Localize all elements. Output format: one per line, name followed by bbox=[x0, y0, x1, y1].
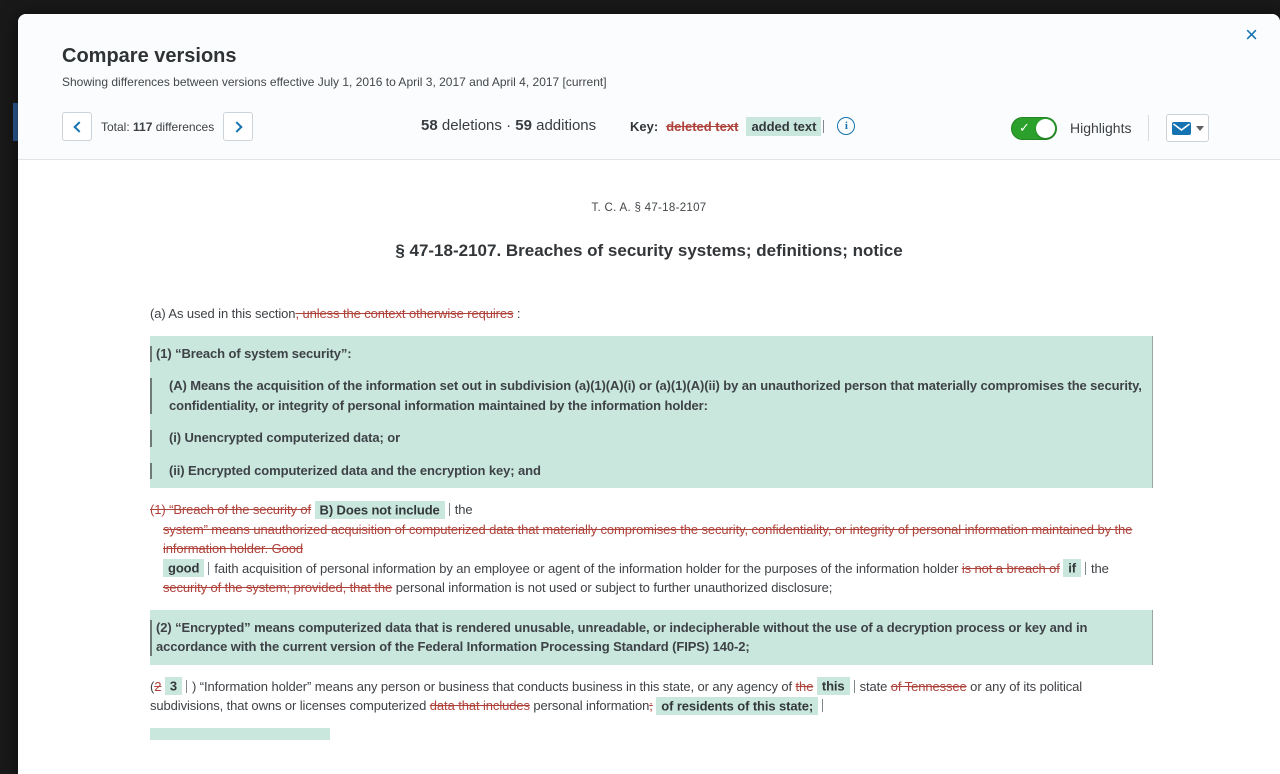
added-text: if bbox=[1063, 559, 1081, 577]
change-mark bbox=[208, 562, 209, 575]
separator-dot: · bbox=[506, 117, 512, 134]
added-block-partial-cutoff bbox=[150, 728, 330, 740]
text-run: personal information bbox=[529, 698, 650, 713]
vertical-divider bbox=[1148, 115, 1149, 141]
deletions-label: deletions bbox=[441, 117, 502, 134]
added-text: of residents of this state; bbox=[656, 697, 818, 715]
text-run bbox=[311, 502, 315, 517]
deletions-count: 58 bbox=[421, 117, 438, 134]
close-icon[interactable]: × bbox=[1245, 22, 1258, 47]
deleted-text: data that includes bbox=[429, 698, 530, 713]
change-mark bbox=[822, 699, 823, 712]
page-title: Compare versions bbox=[62, 45, 237, 67]
chevron-down-icon bbox=[1196, 126, 1204, 131]
text-run: (2) “Encrypted” means computerized data that is rendered unusable, unreadable, or indecipherable without the use of a decryption process or key and in accordance with the current version of the Federal Information Processing Standard (FIPS) 140-2; bbox=[156, 619, 1088, 654]
change-mark bbox=[1085, 562, 1086, 575]
document-title: § 47-18-2107. Breaches of security systems; definitions; notice bbox=[395, 241, 903, 260]
check-icon: ✓ bbox=[1019, 119, 1030, 135]
text-run: : bbox=[513, 306, 521, 321]
text-run: (A) Means the acquisition of the information set out in subdivision (a)(1)(A)(i) or (a)(1)(A)(ii) by an unauthorized person that materially compromises the security, confidentiality, or integrity of personal information maintained by the information holder: bbox=[169, 378, 1142, 413]
text-run: personal information is not used or subject to further unauthorized disclosure; bbox=[392, 580, 833, 595]
info-icon[interactable]: i bbox=[837, 117, 855, 135]
text-run: or any of its political subdivisions, that owns or licenses computerized bbox=[150, 678, 1083, 713]
text-run: (ii) Encrypted computerized data and the encryption key; and bbox=[169, 462, 541, 478]
added-block-breach-definition bbox=[150, 336, 1153, 489]
added-text: B) Does not include bbox=[315, 501, 445, 519]
deleted-text: ; bbox=[649, 698, 653, 713]
text-run: state bbox=[859, 678, 891, 694]
toggle-knob bbox=[1036, 119, 1055, 138]
paragraph-a bbox=[150, 304, 1153, 324]
toolbar bbox=[18, 112, 1280, 144]
paragraph bbox=[153, 344, 1142, 364]
deleted-text: security of the system; provided, that the bbox=[163, 580, 393, 595]
document-citation: T. C. A. § 47-18-2107 bbox=[591, 202, 707, 214]
text-run: (i) Unencrypted computerized data; or bbox=[169, 430, 401, 445]
deleted-text: (1) “Breach of the security of bbox=[150, 502, 312, 517]
mixed-paragraph-does-not-include bbox=[150, 500, 1153, 598]
change-mark bbox=[823, 120, 824, 133]
paragraph bbox=[153, 428, 1142, 448]
key-label: Key: bbox=[630, 118, 659, 134]
paragraph-information-holder bbox=[150, 677, 1153, 716]
deleted-text: is not a breach of bbox=[961, 560, 1060, 576]
document-area bbox=[18, 202, 1280, 740]
text-run: ( bbox=[150, 678, 155, 694]
text-run: ) “Information holder” means any person or business that conducts business in this state, or any agency of bbox=[192, 678, 796, 694]
email-delivery-button[interactable] bbox=[1166, 114, 1209, 142]
toolbar-right-group bbox=[1011, 114, 1209, 142]
total-differences-label bbox=[101, 120, 214, 134]
change-mark bbox=[449, 503, 450, 516]
added-text: good bbox=[163, 559, 204, 577]
compare-versions-modal bbox=[18, 14, 1280, 774]
paragraph bbox=[150, 677, 1153, 716]
key-legend bbox=[630, 117, 855, 135]
deleted-text: of Tennessee bbox=[890, 678, 967, 694]
key-added-wrap bbox=[746, 119, 829, 134]
paragraph bbox=[153, 461, 1142, 481]
paragraph bbox=[150, 500, 1153, 598]
text-run: faith acquisition of personal information by an employee or agent of the information holder for the purposes of the information holder bbox=[214, 560, 962, 576]
total-prefix: Total: bbox=[101, 119, 130, 134]
deleted-text: the bbox=[795, 678, 814, 694]
chevron-left-icon bbox=[73, 121, 84, 132]
total-count: 117 bbox=[133, 119, 153, 134]
total-suffix: differences bbox=[155, 119, 215, 134]
previous-difference-button[interactable] bbox=[62, 112, 92, 141]
deleted-text: system” means unauthorized acquisition of computerized data that materially compromises the security, confidentiality, or integrity of personal information maintained by the information holder. Good bbox=[163, 521, 1133, 556]
text-run: the bbox=[454, 502, 473, 517]
added-block-encrypted-definition bbox=[150, 610, 1153, 665]
text-run: (a) As used in this section bbox=[150, 306, 296, 321]
added-text: this bbox=[817, 677, 850, 695]
paragraph bbox=[153, 376, 1142, 415]
change-mark bbox=[854, 680, 855, 693]
text-run: the bbox=[1091, 560, 1109, 576]
document-body bbox=[18, 304, 1280, 740]
change-mark bbox=[186, 680, 187, 693]
difference-navigator bbox=[62, 112, 253, 141]
paragraph bbox=[150, 304, 1153, 324]
key-deleted-sample: deleted text bbox=[666, 118, 739, 134]
additions-count: 59 bbox=[515, 117, 532, 134]
chevron-right-icon bbox=[231, 121, 242, 132]
deletions-additions-summary bbox=[421, 117, 596, 134]
deleted-text: , unless the context otherwise requires bbox=[295, 306, 514, 321]
added-text: 3 bbox=[165, 677, 182, 695]
highlights-toggle[interactable] bbox=[1011, 117, 1057, 140]
highlights-label: Highlights bbox=[1070, 120, 1132, 136]
deleted-text: 2 bbox=[154, 678, 162, 694]
next-difference-button[interactable] bbox=[223, 112, 253, 141]
modal-header bbox=[18, 14, 1280, 160]
subtitle: Showing differences between versions effective July 1, 2016 to April 3, 2017 and April 4, 2017 [current] bbox=[62, 75, 607, 89]
key-added-sample: added text bbox=[746, 117, 821, 136]
paragraph bbox=[153, 618, 1142, 657]
text-run: (1) “Breach of system security”: bbox=[156, 345, 352, 361]
additions-label: additions bbox=[536, 117, 597, 134]
envelope-icon bbox=[1172, 122, 1191, 135]
